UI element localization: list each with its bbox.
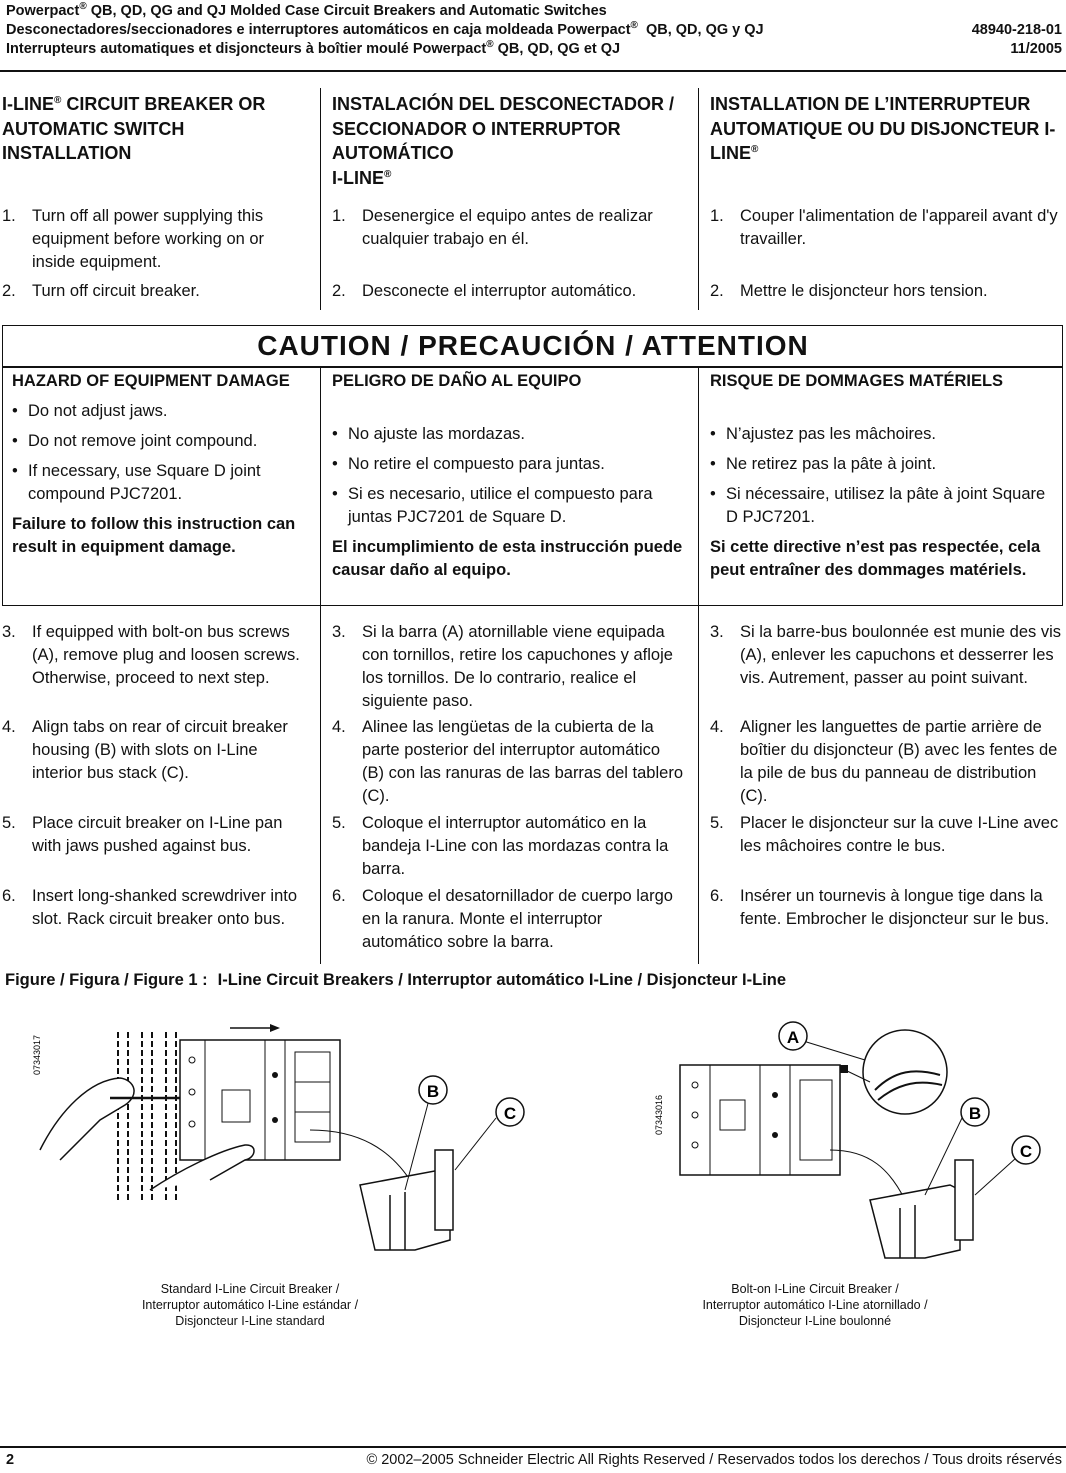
doc-date: 11/2005 (1010, 41, 1062, 57)
list-item: 2. Mettre le disjoncteur hors tension. (710, 282, 988, 300)
list-item: 2. Desconecte el interruptor automático. (332, 282, 637, 300)
list-item: • Si es necesario, utilice el compuesto para juntas PJC7201 de Square D. (332, 485, 653, 526)
drawing-id: 07343017 (32, 1034, 42, 1075)
column-divider (698, 88, 699, 310)
header-rule (0, 70, 1066, 72)
caution-en (12, 370, 308, 559)
left-figure-caption: Standard I-Line Circuit Breaker / Interruptor automático I-Line estándar / Disjoncteur I-Line standard (141, 1282, 359, 1328)
header-line-3: Interrupteurs automatiques et disjoncteurs à boîtier moulé Powerpact® QB, QD, QG et QJ (6, 39, 621, 57)
list-item: 5. Place circuit breaker on I-Line pan with jaws pushed against bus. (2, 814, 283, 855)
list-item: 5. Coloque el interruptor automático en la bandeja I-Line con las mordazas contra la barra. (332, 814, 669, 878)
list-item: 4. Alinee las lengüetas de la cubierta de la parte posterior del interruptor automático (B) con las ranuras de las barras del tablero (C). (332, 718, 683, 805)
list-item: 1. Desenergice el equipo antes de realizar cualquier trabajo en él. (332, 207, 653, 248)
list-item: • Do not remove joint compound. (12, 432, 258, 450)
list-item: 3. If equipped with bolt-on bus screws (A), remove plug and loosen screws. Otherwise, proceed to next step. (2, 623, 300, 687)
callout-b-label: B (426, 1082, 440, 1101)
list-item: 1. Turn off all power supplying this equipment before working on or inside equipment. (2, 207, 265, 271)
right-figure-caption: Bolt-on I-Line Circuit Breaker / Interruptor automático I-Line atornillado / Disjoncteur I-Line boulonné (702, 1282, 928, 1328)
column-divider (320, 606, 321, 964)
column-divider (698, 367, 699, 606)
doc-number: 48940-218-01 (971, 22, 1062, 38)
list-item: 6. Coloque el desatornillador de cuerpo largo en la ranura. Monte el interruptor automático sobre la barra. (332, 887, 673, 951)
standard-breaker-illustration (30, 1020, 550, 1260)
list-item: • No retire el compuesto para juntas. (332, 455, 605, 473)
callout-a-label: A (786, 1028, 800, 1047)
page-footer (6, 1452, 1062, 1468)
caution-footer: El incumplimiento de esta instrucción puede causar daño al equipo. (332, 538, 683, 579)
steps-top-fr (710, 205, 1064, 303)
caution-title-rule (2, 366, 1063, 368)
list-item: 3. Si la barra (A) atornillable viene equipada con tornillos, retire los capuchones y afloje los tornillos. De lo contrario, realice el siguiente paso. (332, 623, 673, 710)
callout-b-label: B (968, 1104, 982, 1123)
header-line-2: Desconectadores/seccionadores e interruptores automáticos en caja moldeada Powerpact® QB, QD, QG y QJ (6, 20, 764, 38)
list-item: • N’ajustez pas les mâchoires. (710, 425, 937, 443)
list-item: 4. Aligner les languettes de partie arrière de boîtier du disjoncteur (B) avec les fentes de la pile de bus du panneau de distribution (C). (710, 718, 1058, 805)
caution-fr (710, 370, 1060, 582)
header-line-1: Powerpact® QB, QD, QG and QJ Molded Case Circuit Breakers and Automatic Switches (6, 1, 607, 19)
list-item: • If necessary, use Square D joint compound PJC7201. (12, 462, 261, 503)
bolt-on-breaker-illustration (640, 1010, 1060, 1260)
column-divider (698, 606, 699, 964)
callout-c-label: C (1019, 1142, 1033, 1161)
column-divider (320, 88, 321, 310)
steps-bottom-en (2, 621, 310, 931)
caution-footer: Si cette directive n’est pas respectée, cela peut entraîner des dommages matériels. (710, 538, 1041, 579)
caution-heading: HAZARD OF EQUIPMENT DAMAGE (12, 372, 290, 390)
list-item: • Si nécessaire, utilisez la pâte à joint Square D PJC7201. (710, 485, 1046, 526)
list-item: 5. Placer le disjoncteur sur la cuve I-Line avec les mâchoires contre le bus. (710, 814, 1059, 855)
list-item: 2. Turn off circuit breaker. (2, 282, 200, 300)
caution-footer: Failure to follow this instruction can result in equipment damage. (12, 515, 296, 556)
list-item: • Ne retirez pas la pâte à joint. (710, 455, 937, 473)
column-divider (320, 367, 321, 606)
steps-bottom-fr (710, 621, 1064, 931)
section-title-fr: INSTALLATION DE L’INTERRUPTEUR AUTOMATIQUE OU DU DISJONCTEUR I-LINE® (710, 94, 1056, 163)
caution-heading: RISQUE DE DOMMAGES MATÉRIELS (710, 372, 1004, 390)
steps-top-es (332, 205, 686, 303)
page-header (6, 2, 1062, 59)
list-item: 3. Si la barre-bus boulonnée est munie des vis (A), enlever les capuchons et desserrer les vis. Autrement, passer au point suivant. (710, 623, 1062, 687)
section-title-en: I-LINE® CIRCUIT BREAKER OR AUTOMATIC SWITCH INSTALLATION (2, 94, 266, 163)
footer-rule (0, 1446, 1066, 1448)
caution-heading: PELIGRO DE DAÑO AL EQUIPO (332, 372, 582, 390)
list-item: 6. Insérer un tournevis à longue tige dans la fente. Embrocher le disjoncteur sur le bus. (710, 887, 1050, 928)
list-item: 1. Couper l'alimentation de l'appareil avant d'y travailler. (710, 207, 1058, 248)
list-item: 6. Insert long-shanked screwdriver into slot. Rack circuit breaker onto bus. (2, 887, 298, 928)
list-item: • No ajuste las mordazas. (332, 425, 525, 443)
steps-top-en (2, 205, 310, 303)
page-number: 2 (6, 1452, 15, 1468)
steps-bottom-es (332, 621, 686, 954)
copyright: © 2002–2005 Schneider Electric All Rights Reserved / Reservados todos los derechos / Tous droits réservés (366, 1452, 1062, 1468)
list-item: 4. Align tabs on rear of circuit breaker housing (B) with slots on I-Line interior bus stack (C). (2, 718, 288, 782)
caution-title: CAUTION / PRECAUCIÓN / ATTENTION (257, 330, 809, 361)
section-title-es: INSTALACIÓN DEL DESCONECTADOR / SECCIONADOR O INTERRUPTOR AUTOMÁTICO I-LINE® (332, 94, 675, 188)
figure-title: Figure / Figura / Figure 1 : I-Line Circuit Breakers / Interruptor automático I-Line / Disjoncteur I-Line (5, 971, 787, 989)
callout-c-label: C (503, 1104, 517, 1123)
caution-es (332, 370, 686, 582)
list-item: • Do not adjust jaws. (12, 402, 168, 420)
drawing-id: 07343016 (654, 1094, 664, 1135)
